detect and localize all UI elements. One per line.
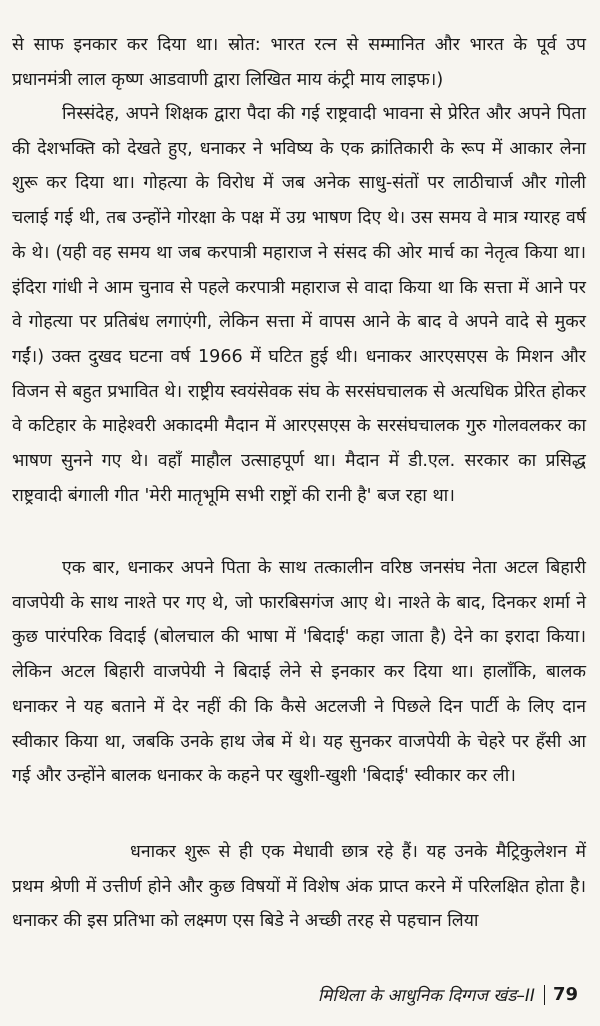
paragraph-meritorious-student: धनाकर शुरू से ही एक मेधावी छात्र रहे हैं। यह उनके मैट्रिकुलेशन में प्रथम श्रेणी में उत्तीर्ण होने और कुछ विषयों में विशेष अंक प्राप्त करने में परिलक्षित होता है। धनाकर की इस प्रतिभा को लक्ष्मण एस बिडे ने अच्छी तरह से पहचान लिया [12,842,586,932]
paragraph-continuation: से साफ इनकार कर दिया था। स्रोत: भारत रत्न से सम्मानित और भारत के पूर्व उप प्रधानमंत्री लाल कृष्ण आडवाणी द्वारा लिखित माय कंट्री माय लाइफ।) [12,35,586,90]
running-book-title: मिथिला के आधुनिक दिग्गज खंड–II [317,986,535,1006]
page-footer [0,983,578,1006]
paragraph-vajpayee-breakfast: एक बार, धनाकर अपने पिता के साथ तत्कालीन वरिष्ठ जनसंघ नेता अटल बिहारी वाजपेयी के साथ नाश्ते पर गए थे, जो फारबिसगंज आए थे। नाश्ते के बाद, दिनकर शर्मा ने कुछ पारंपरिक विदाई (बोलचाल की भाषा में 'बिदाई' कहा जाता है) देने का इरादा किया। लेकिन अटल बिहारी वाजपेयी ने बिदाई लेने से इनकार कर दिया था। हालाँकि, बालक धनाकर ने यह बताने में देर नहीं की कि कैसे अटलजी ने पिछले दिन पार्टी के लिए दान स्वीकार किया था, जबकि उनके हाथ जेब में थे। यह सुनकर वाजपेयी के चेहरे पर हँसी आ गई और उन्होंने बालक धनाकर के कहने पर खुशी-खुशी 'बिदाई' स्वीकार कर ली। [12,558,586,787]
footer-divider [544,985,545,1005]
page-number: 79 [552,984,578,1005]
paragraph-nationalism: निस्संदेह, अपने शिक्षक द्वारा पैदा की गई राष्ट्रवादी भावना से प्रेरित और अपने पिता की देशभक्ति को देखते हुए, धनाकर ने भविष्य के एक क्रांतिकारी के रूप में आकार लेना शुरू कर दिया था। गोहत्या के विरोध में जब अनेक साधु-संतों पर लाठीचार्ज और गोली चलाई गई थी, तब उन्होंने गोरक्षा के पक्ष में उग्र भाषण दिए थे। उस समय वे मात्र ग्यारह वर्ष के थे। (यही वह समय था जब करपात्री महाराज ने संसद की ओर मार्च का नेतृत्व किया था। इंदिरा गांधी ने आम चुनाव से पहले करपात्री महाराज से वादा किया था कि सत्ता में आने पर वे गोहत्या पर प्रतिबंध लगाएंगी, लेकिन सत्ता में वापस आने के बाद वे अपने वादे से मुकर गईं।) उक्त दुखद घटना वर्ष 1966 में घटित हुई थी। धनाकर आरएसएस के मिशन और विजन से बहुत प्रभावित थे। राष्ट्रीय स्वयंसेवक संघ के सरसंघचालक से अत्यधिक प्रेरित होकर वे कटिहार के माहेश्वरी अकादमी मैदान में आरएसएस के सरसंघचालक गुरु गोलवलकर का भाषण सुनने गए थे। वहाँ माहौल उत्साहपूर्ण था। मैदान में डी.एल. सरकार का प्रसिद्ध राष्ट्रवादी बंगाली गीत 'मेरी मातृभूमि सभी राष्ट्रों की रानी है' बज रहा था। [12,104,586,506]
